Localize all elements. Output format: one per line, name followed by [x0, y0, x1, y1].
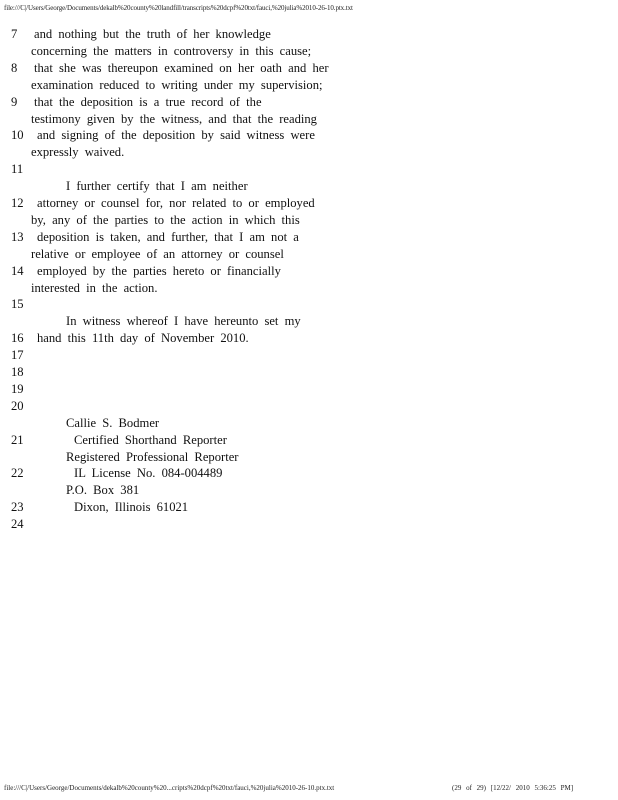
line-text: P.O. Box 381 [66, 483, 140, 498]
line-text: concerning the matters in controversy in this cause; [31, 43, 312, 58]
line-number: 16 [11, 331, 24, 346]
line-text: expressly waived. [31, 145, 125, 160]
line-text: In witness whereof I have hereunto set my [66, 314, 301, 329]
line-number: 12 [11, 196, 24, 210]
line-text: employed by the parties hereto or financially [37, 263, 281, 278]
line-number: 8 [11, 60, 18, 75]
line-text: hand this 11th day of November 2010. [37, 331, 249, 346]
line-text: attorney or counsel for, nor related to or employed [37, 196, 315, 210]
line-text: I further certify that I am neither [66, 179, 248, 194]
line-number: 24 [11, 517, 24, 532]
line-text: interested in the action. [31, 280, 158, 295]
line-number: 13 [11, 229, 24, 244]
line-number: 7 [11, 27, 18, 41]
line-text: Dixon, Illinois 61021 [74, 500, 189, 515]
line-text: and nothing but the truth of her knowledge [34, 27, 271, 41]
line-number: 10 [11, 128, 24, 143]
line-number: 19 [11, 381, 24, 396]
line-text: that she was thereupon examined on her oath and her [34, 60, 329, 75]
line-text: by, any of the parties to the action in which this [31, 212, 300, 227]
line-number: 18 [11, 365, 24, 379]
line-number: 11 [11, 162, 24, 177]
line-text: Certified Shorthand Reporter [74, 432, 227, 447]
line-number: 21 [11, 432, 24, 447]
line-number: 14 [11, 263, 24, 278]
page-info-footer: (29 of 29) [12/22/ 2010 5:36:25 PM] [452, 784, 574, 792]
line-text: that the deposition is a true record of the [34, 94, 262, 109]
file-path-header: file:///C|/Users/George/Documents/dekalb%20county%20landfill/transcripts%20dcpf%20txt/fauci,%20julia%2010-26-10.ptx.txt [4, 4, 353, 12]
line-text: deposition is taken, and further, that I am not a [37, 229, 299, 244]
line-number: 22 [11, 466, 24, 481]
line-number: 23 [11, 500, 24, 515]
line-number: 17 [11, 348, 24, 363]
line-text: and signing of the deposition by said witness were [37, 128, 315, 143]
line-text: Registered Professional Reporter [66, 449, 239, 464]
line-text: IL License No. 084-004489 [74, 466, 223, 481]
line-text: testimony given by the witness, and that the reading [31, 111, 317, 126]
line-number: 9 [11, 94, 18, 109]
line-text: relative or employee of an attorney or counsel [31, 246, 284, 261]
line-number: 15 [11, 297, 24, 312]
line-number: 20 [11, 398, 24, 413]
line-text: examination reduced to writing under my supervision; [31, 77, 323, 92]
file-path-footer: file:///C|/Users/George/Documents/dekalb%20county%20...cripts%20dcpf%20txt/fauci,%20julia%2010-26-10.ptx.txt [4, 784, 335, 792]
line-text: Callie S. Bodmer [66, 415, 160, 430]
